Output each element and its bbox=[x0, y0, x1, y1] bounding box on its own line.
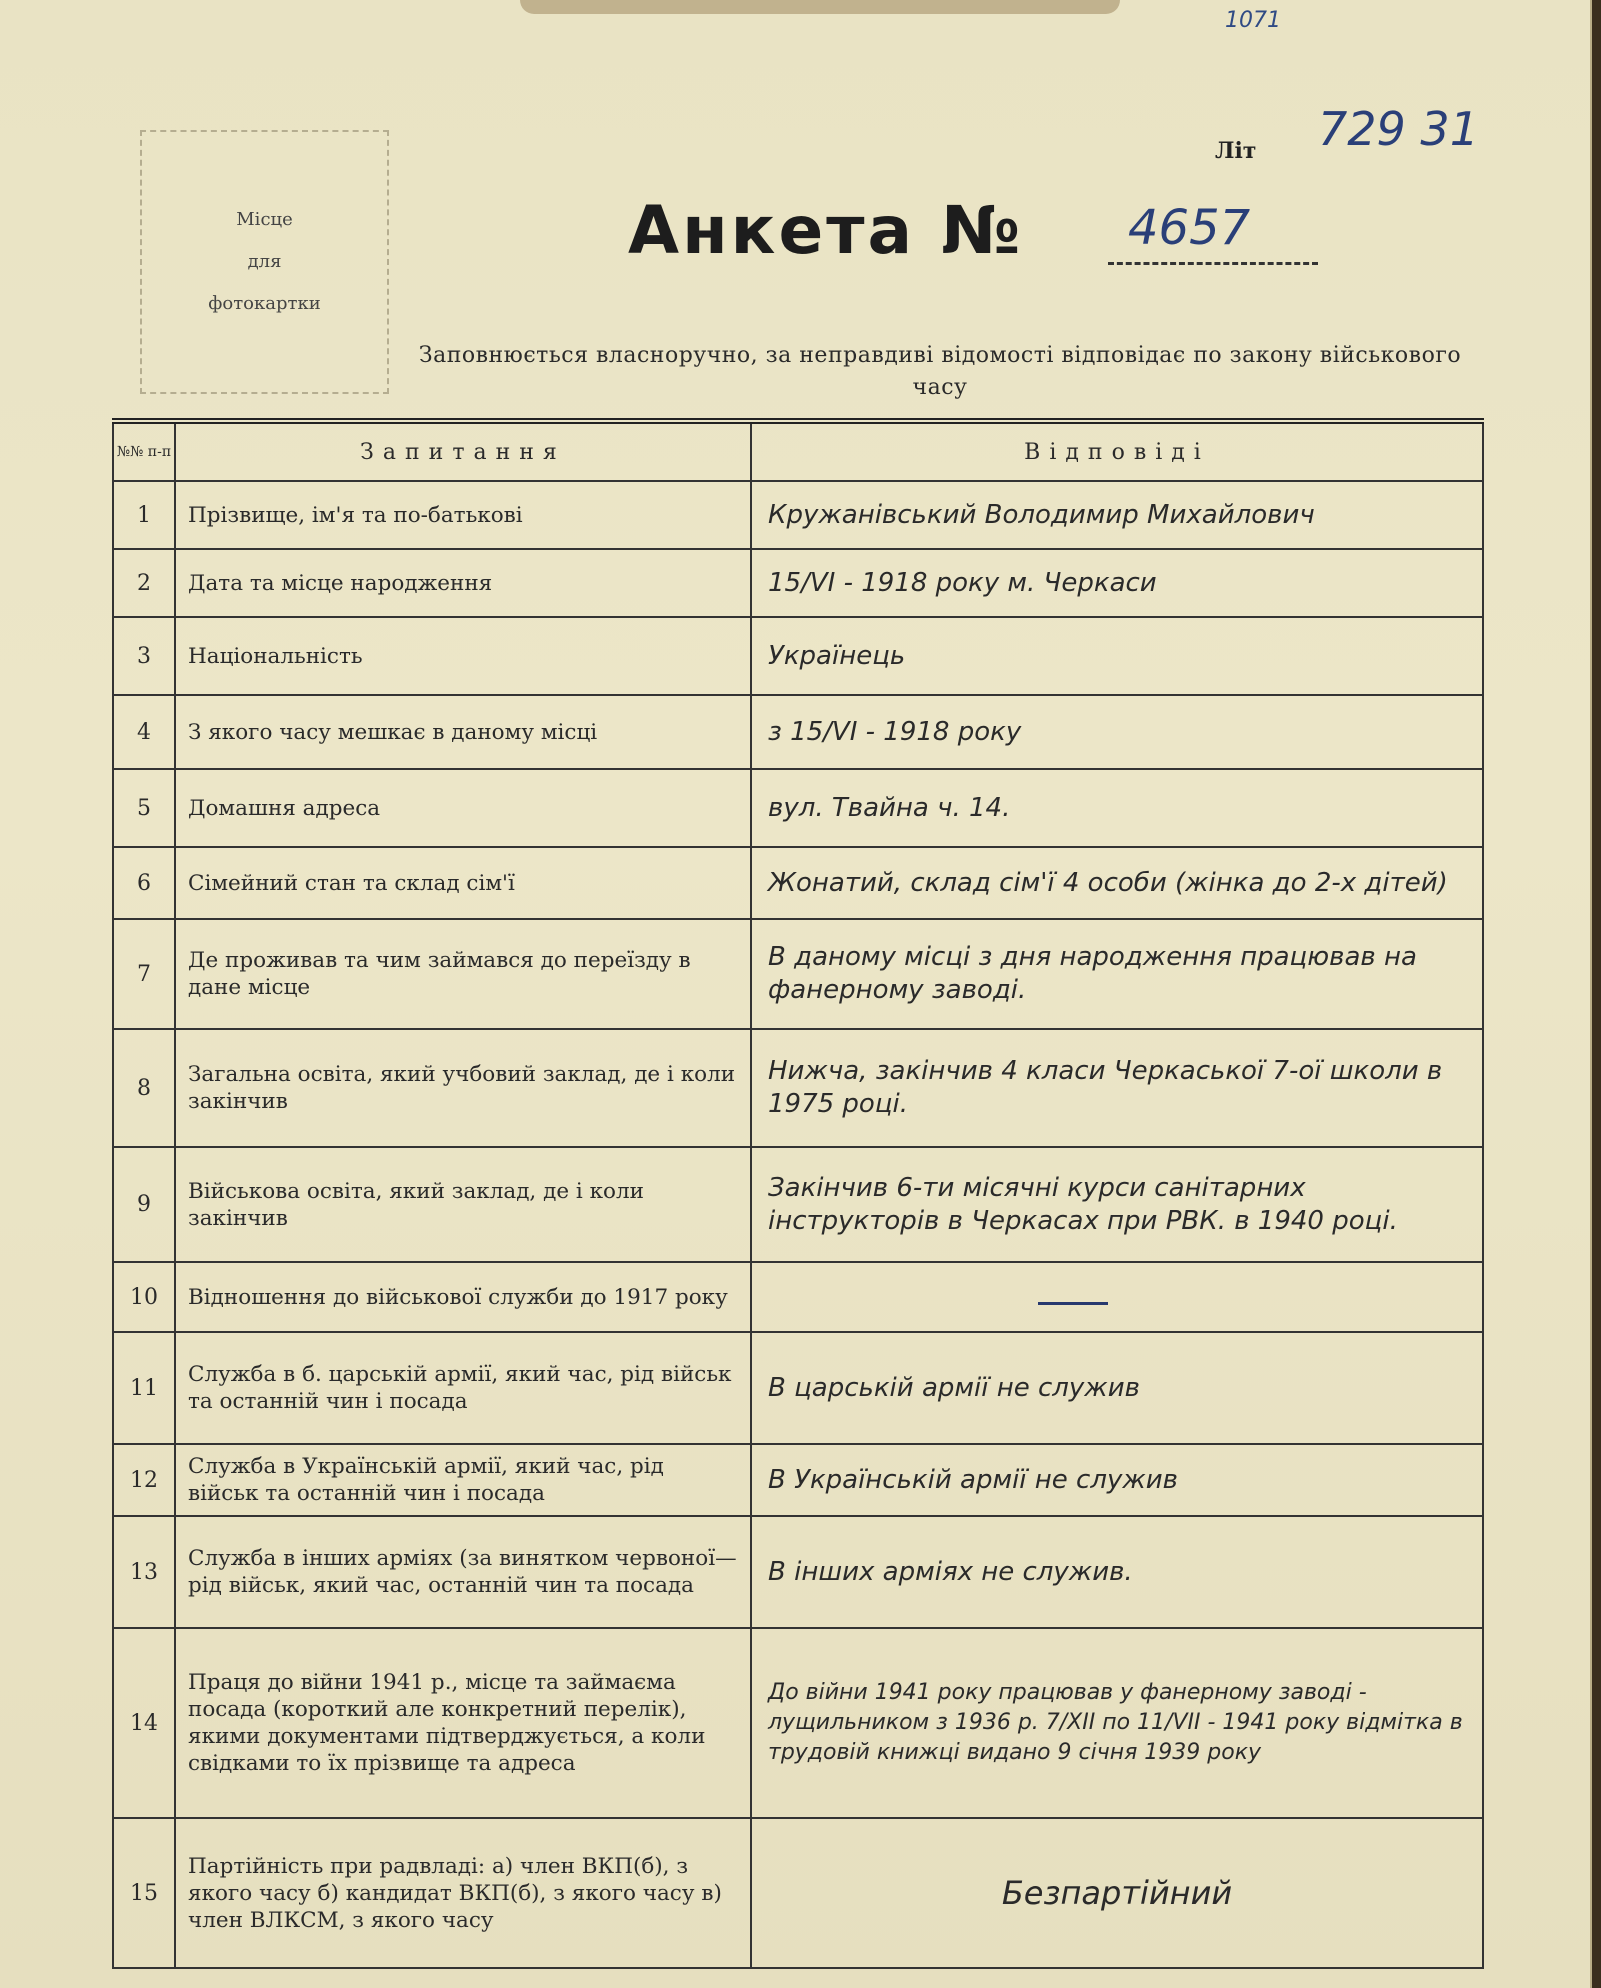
row-question: Служба в б. царській армії, який час, рід військ та останній чин і посада bbox=[175, 1332, 751, 1444]
row-question: Де проживав та чим займався до переїзду в дане місце bbox=[175, 919, 751, 1029]
paper-tear bbox=[520, 0, 1120, 14]
table-row bbox=[113, 1516, 1483, 1628]
row-number: 2 bbox=[113, 549, 175, 617]
row-question: Сімейний стан та склад сім'ї bbox=[175, 847, 751, 919]
table-row bbox=[113, 617, 1483, 695]
form-number: 4657 bbox=[1128, 200, 1251, 256]
row-answer[interactable]: Безпартійний bbox=[751, 1818, 1483, 1968]
table-row bbox=[113, 847, 1483, 919]
lit-value: 729 31 bbox=[1318, 102, 1479, 156]
row-number: 8 bbox=[113, 1029, 175, 1147]
header-answer: Відповіді bbox=[751, 421, 1483, 481]
row-question: Прізвище, ім'я та по-батькові bbox=[175, 481, 751, 549]
row-number: 1 bbox=[113, 481, 175, 549]
table-row bbox=[113, 1147, 1483, 1262]
row-question: Військова освіта, який заклад, де і коли закінчив bbox=[175, 1147, 751, 1262]
row-question: Праця до війни 1941 р., місце та займаєма посада (короткий але конкретний перелік), якими документами підтверджується, а коли свідками то їх прізвище та адреса bbox=[175, 1628, 751, 1818]
row-number: 9 bbox=[113, 1147, 175, 1262]
row-answer[interactable]: 15/VI - 1918 року м. Черкаси bbox=[751, 549, 1483, 617]
row-answer[interactable]: Українець bbox=[751, 617, 1483, 695]
table-row bbox=[113, 695, 1483, 769]
number-underline bbox=[1108, 262, 1318, 265]
row-number: 12 bbox=[113, 1444, 175, 1516]
table-row bbox=[113, 1262, 1483, 1332]
row-answer[interactable]: вул. Твайна ч. 14. bbox=[751, 769, 1483, 847]
table-row bbox=[113, 1444, 1483, 1516]
table-row bbox=[113, 769, 1483, 847]
row-question: Дата та місце народження bbox=[175, 549, 751, 617]
row-number: 6 bbox=[113, 847, 175, 919]
row-number: 4 bbox=[113, 695, 175, 769]
row-number: 7 bbox=[113, 919, 175, 1029]
row-number: 11 bbox=[113, 1332, 175, 1444]
row-answer-empty[interactable] bbox=[751, 1262, 1483, 1332]
row-answer[interactable]: В царській армії не служив bbox=[751, 1332, 1483, 1444]
form-subtitle: Заповнюється власноручно, за неправдиві відомості відповідає по закону військового часу bbox=[418, 343, 1462, 400]
row-question: Відношення до військової служби до 1917 року bbox=[175, 1262, 751, 1332]
row-answer[interactable]: В Українській армії не служив bbox=[751, 1444, 1483, 1516]
dash-mark bbox=[1038, 1302, 1108, 1305]
row-answer[interactable]: До війни 1941 року працював у фанерному заводі - лущильником з 1936 р. 7/XII по 11/VII - 1941 року відмітка в трудовій книжці видано 9 січня 1939 року bbox=[751, 1628, 1483, 1818]
row-question: Служба в Українській армії, який час, рід військ та останній чин і посада bbox=[175, 1444, 751, 1516]
row-question: З якого часу мешкає в даному місці bbox=[175, 695, 751, 769]
row-answer[interactable]: Кружанівський Володимир Михайлович bbox=[751, 481, 1483, 549]
row-question: Служба в інших арміях (за винятком червоної—рід військ, який час, останній чин та посада bbox=[175, 1516, 751, 1628]
row-question: Партійність при радвладі: а) член ВКП(б), з якого часу б) кандидат ВКП(б), з якого часу в) член ВЛКСМ, з якого часу bbox=[175, 1818, 751, 1968]
row-number: 13 bbox=[113, 1516, 175, 1628]
photo-placeholder bbox=[140, 130, 389, 394]
table-row bbox=[113, 549, 1483, 617]
row-answer[interactable]: Нижча, закінчив 4 класи Черкаської 7-ої школи в 1975 році. bbox=[751, 1029, 1483, 1147]
row-number: 14 bbox=[113, 1628, 175, 1818]
row-question: Домашня адреса bbox=[175, 769, 751, 847]
row-answer[interactable]: В даному місці з дня народження працював на фанерному заводі. bbox=[751, 919, 1483, 1029]
table-row bbox=[113, 1029, 1483, 1147]
table-row bbox=[113, 1818, 1483, 1968]
row-answer[interactable]: Жонатий, склад сім'ї 4 особи (жінка до 2-х дітей) bbox=[751, 847, 1483, 919]
header-question: Запитання bbox=[175, 421, 751, 481]
row-number: 10 bbox=[113, 1262, 175, 1332]
archive-number: 1071 bbox=[1225, 8, 1281, 33]
lit-label: Літ bbox=[1215, 138, 1257, 164]
row-question: Загальна освіта, який учбовий заклад, де і коли закінчив bbox=[175, 1029, 751, 1147]
row-answer[interactable]: з 15/VI - 1918 року bbox=[751, 695, 1483, 769]
table-row bbox=[113, 1628, 1483, 1818]
header-number: №№ п-п bbox=[113, 421, 175, 481]
photo-label-line2: для bbox=[247, 251, 282, 272]
table-row bbox=[113, 481, 1483, 549]
row-number: 15 bbox=[113, 1818, 175, 1968]
row-question: Національність bbox=[175, 617, 751, 695]
photo-label-line1: Місце bbox=[236, 209, 293, 230]
table-row bbox=[113, 1332, 1483, 1444]
table-row bbox=[113, 919, 1483, 1029]
row-number: 3 bbox=[113, 617, 175, 695]
row-answer[interactable]: Закінчив 6-ти місячні курси санітарних інструкторів в Черкасах при РВК. в 1940 році. bbox=[751, 1147, 1483, 1262]
photo-label-line3: фотокартки bbox=[208, 293, 321, 314]
questionnaire-table bbox=[112, 418, 1484, 1969]
form-title: Анкета № bbox=[628, 192, 1024, 269]
row-number: 5 bbox=[113, 769, 175, 847]
row-answer[interactable]: В інших арміях не служив. bbox=[751, 1516, 1483, 1628]
